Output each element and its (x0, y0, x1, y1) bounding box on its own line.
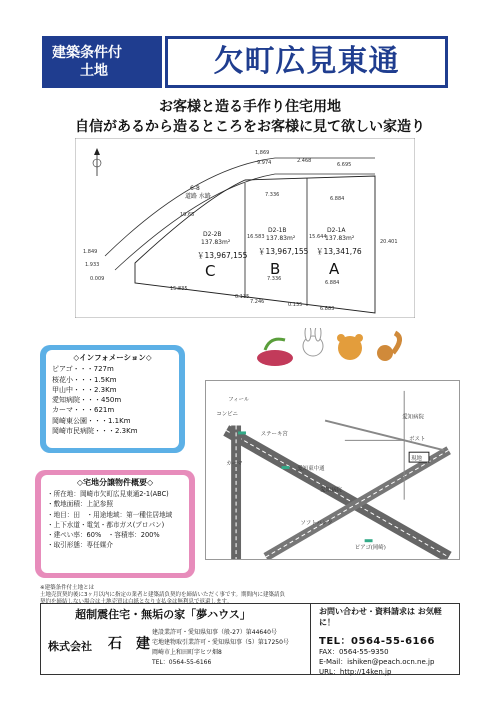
map-label: 愛知病院 (320, 487, 342, 494)
dim-1: 1,869 (255, 150, 270, 156)
header-tag-line2: 土地 (80, 63, 108, 79)
dim-2: 9.974 (257, 160, 272, 166)
map-label: ステーキ宮 (260, 431, 288, 438)
dim-16: 1.933 (85, 262, 100, 268)
road-label: 道路 水路 (185, 193, 211, 200)
info-item: ピアゴ・・・727m (52, 365, 114, 374)
note-line2: 土地売買契約後に3ヶ月以内に指定の業者と建築請負契約を締結いただく事です。期間内に建築請負契約を締結しない場合は土地売買は白紙となり支払金は無利息で返還します。 (40, 592, 286, 605)
site-plan (75, 138, 415, 318)
license-1: 建設業許可・愛知県知事（般-27）第44640号 (152, 629, 277, 636)
lot-c-name: D2-2B (203, 231, 222, 238)
property-item: ・取引形態：専任媒介 (47, 541, 113, 550)
dim-8: 16.583 (247, 234, 265, 240)
map-label: 愛知病院 (402, 414, 424, 421)
company-address: 岡崎市上和田町字ヒツ畑8 (152, 649, 222, 656)
lot-c-price: ￥13,967,155 (197, 251, 248, 260)
lot-a-name: D2-1A (327, 227, 346, 234)
property-item: ・敷地面積：上記参照 (47, 500, 113, 509)
contact-fax: FAX：0564-55-9350 (319, 648, 389, 656)
contact-url[interactable]: URL：http://14ken.jp (319, 668, 392, 676)
north-arrow-icon (93, 148, 101, 176)
lot-c-area: 137.83m² (201, 239, 231, 246)
contact-box (310, 603, 460, 675)
dim-6: 6.884 (330, 196, 345, 202)
lot-b-price: ￥13,967,155 (258, 247, 309, 256)
contact-email[interactable]: E-Mail：ishiken@peach.ocn.ne.jp (319, 658, 435, 666)
company-name: 石 建 (108, 636, 150, 652)
map-label: コンビニ (216, 411, 238, 418)
info-item: 甲山中・・・2.3Km (52, 385, 117, 394)
location-map (205, 380, 460, 560)
company-tel: TEL：0564-55-6166 (152, 659, 212, 666)
slogan-line1: お客様と造る手作り住宅用地 (159, 99, 341, 115)
header-tag-line1: 建築条件付 (52, 45, 122, 61)
map-label: ピアゴ(岡崎) (354, 545, 386, 552)
note-line1: ※建築条件付土地とは (40, 585, 95, 591)
lot-b-area: 137.83m² (266, 235, 296, 242)
info-item: 岡崎東公園・・・1.1Km (52, 416, 131, 425)
property-item: ・所在地：岡崎市欠町広見東通2-1(ABC) (47, 490, 169, 499)
property-title: ◇宅地分譲物件概要◇ (76, 478, 154, 487)
map-label-site: 現地 (411, 456, 422, 463)
dim-19: 0.135 (288, 302, 303, 308)
road-width: 6-8 (190, 185, 200, 192)
info-item: カーマ・・・621m (52, 406, 115, 415)
property-item: ・地目：田 ・用途地域：第一種住居地域 (47, 510, 173, 519)
company-prefix: 株式会社 (48, 640, 92, 653)
map-label: フィール (228, 396, 250, 403)
header-tag (42, 36, 162, 88)
map-label: 愛知東中通 (297, 466, 325, 472)
contact-tel[interactable]: TEL：0564-55-6166 (319, 636, 435, 647)
dim-18: 0.135 (235, 294, 250, 300)
footer-title: 超制震住宅・無垢の家「夢ハウス」 (75, 608, 251, 621)
dim-14: 6.883 (320, 306, 335, 312)
dim-15: 1.849 (83, 249, 98, 255)
information-box (40, 345, 185, 453)
map-label: ポスト (409, 436, 426, 443)
license-2: 宅地建物取引業許可・愛知県知事（5）第17250号 (152, 639, 289, 646)
dim-4: 6.695 (337, 162, 352, 168)
info-item: 桜花小・・・1.5Km (52, 375, 117, 384)
property-item: ・建ぺい率：60% ・容積率：200% (47, 531, 160, 540)
dim-13: 7.246 (250, 299, 265, 305)
page-title: 欠町広見東通 (165, 36, 448, 88)
dim-7: 19.65 (180, 212, 195, 218)
property-overview-box (35, 470, 195, 578)
dim-12: 15.835 (170, 286, 188, 292)
information-title: ◇インフォメーション◇ (73, 353, 152, 362)
lot-a-letter: A (329, 260, 340, 278)
company-details (152, 628, 289, 668)
map-label: ソフトバンク (300, 520, 333, 527)
info-item: 愛知病院・・・450m (52, 396, 122, 405)
dim-9: 20.401 (380, 239, 398, 245)
info-item: 岡崎市民病院・・・2.3Km (52, 427, 138, 436)
dim-20: 15.644 (309, 234, 327, 240)
dim-5: 7.336 (265, 192, 280, 198)
mascot-illustration (255, 328, 405, 373)
lot-c-letter: C (205, 262, 216, 280)
lot-a-area: 137.83m² (325, 235, 355, 242)
dim-10: 7.336 (267, 276, 282, 282)
dim-3: 2.468 (297, 158, 312, 164)
lot-a-price: ￥13,341,76 (316, 247, 362, 256)
dim-17: 0.009 (90, 276, 105, 282)
lot-b-letter: B (270, 260, 281, 278)
map-label: カーマ (226, 461, 243, 468)
slogan-line2: 自信があるから造るところをお客様に見て欲しい家造り (75, 119, 425, 135)
contact-title: お問い合わせ・資料請求は お気軽に！ (319, 607, 442, 627)
lot-b-name: D2-1B (268, 227, 287, 234)
property-item: ・上下水道・電気・都市ガス(プロパン) (47, 520, 165, 529)
dim-11: 6.884 (325, 280, 340, 286)
